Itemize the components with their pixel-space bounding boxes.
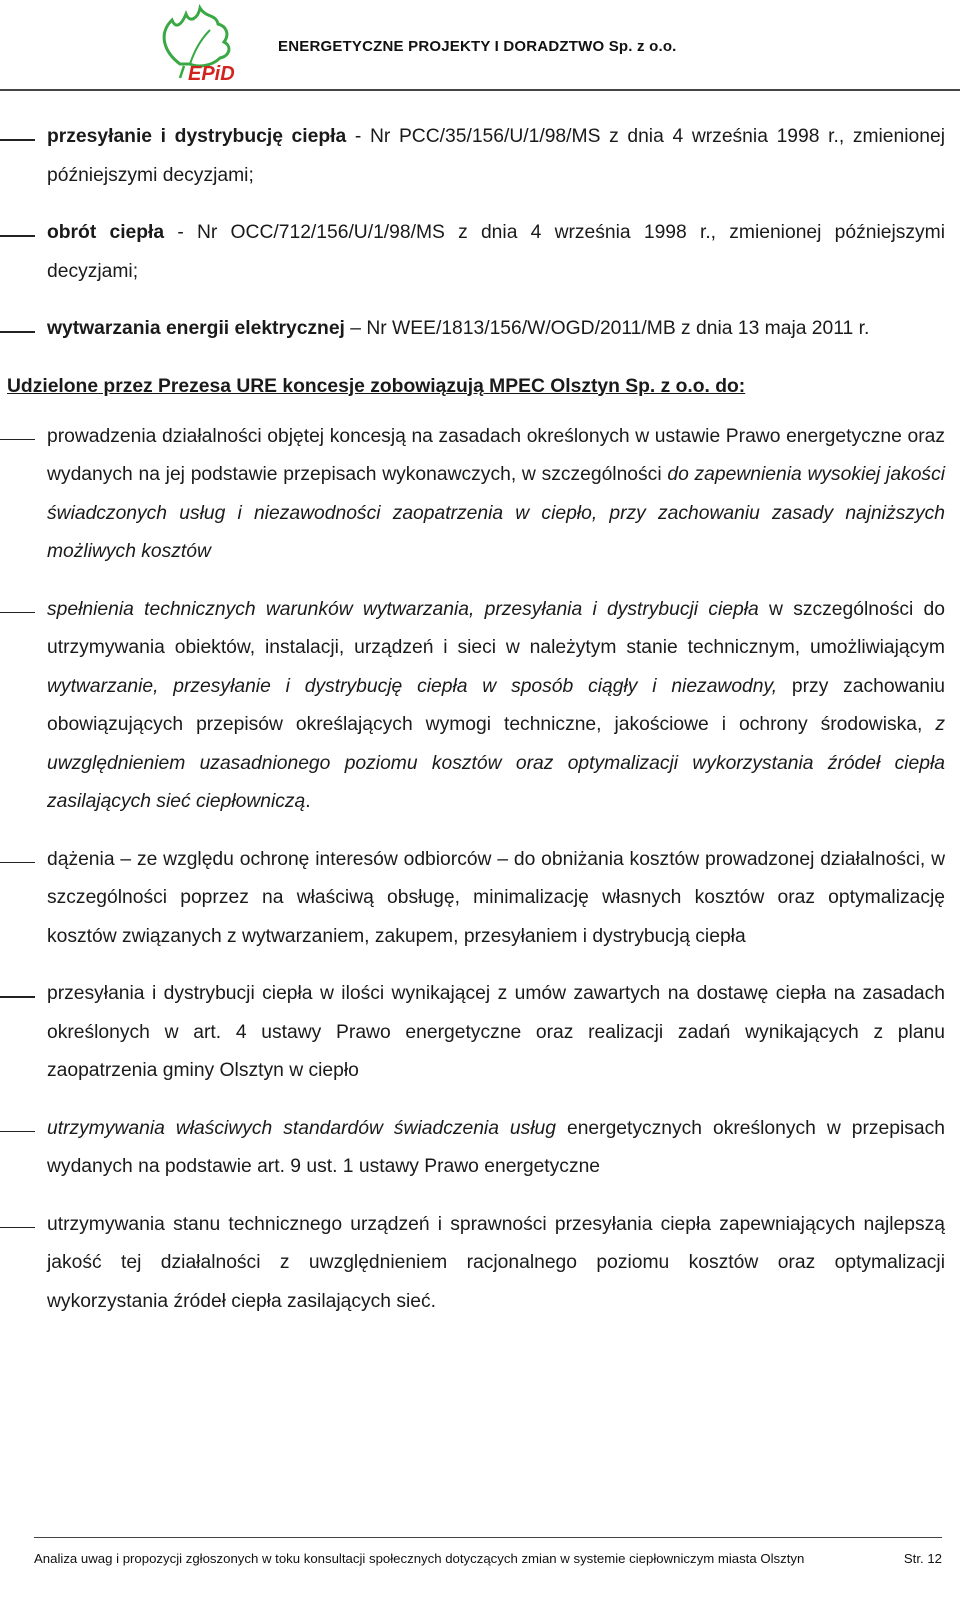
- dash-bullet: [0, 439, 35, 441]
- dash-bullet: [0, 139, 35, 141]
- list-item: utrzymywania stanu technicznego urządzeń i sprawności przesyłania ciepła zapewniających najlepszą jakość tej działalności z uwzględnieniem racjonalnego poziomu kosztów oraz optymalizacji wykorzystania źródeł ciepła zasilających sieć.: [0, 1206, 945, 1322]
- dash-bullet: [0, 862, 35, 864]
- list-item: wytwarzania energii elektrycznej – Nr WEE/1813/156/W/OGD/2011/MB z dnia 13 maja 2011 r.: [0, 310, 945, 349]
- list-item: obrót ciepła - Nr OCC/712/156/U/1/98/MS z dnia 4 września 1998 r., zmienionej późniejszymi decyzjami;: [0, 214, 945, 291]
- dash-bullet: [0, 612, 35, 614]
- list-item: dążenia – ze względu ochronę interesów odbiorców – do obniżania kosztów prowadzonej działalności, w szczególności poprzez na właściwą obsługę, minimalizację własnych kosztów oraz optymalizację kosztów związanych z wytwarzaniem, zakupem, przesyłaniem i dystrybucją ciepła: [0, 841, 945, 957]
- header-divider: [0, 89, 960, 91]
- dash-bullet: [0, 235, 35, 237]
- section-heading: Udzielone przez Prezesa URE koncesje zobowiązują MPEC Olsztyn Sp. z o.o. do:: [7, 375, 746, 397]
- dash-bullet: [0, 1131, 35, 1133]
- list-item: przesyłanie i dystrybucję ciepła - Nr PCC/35/156/U/1/98/MS z dnia 4 września 1998 r., zmienionej późniejszymi decyzjami;: [0, 118, 945, 195]
- page-header: [0, 0, 960, 95]
- list-item: utrzymywania właściwych standardów świadczenia usług energetycznych określonych w przepisach wydanych na podstawie art. 9 ust. 1 ustawy Prawo energetyczne: [0, 1110, 945, 1187]
- footer-text: Analiza uwag i propozycji zgłoszonych w toku konsultacji społecznych dotyczących zmian w systemie ciepłowniczym miasta Olsztyn: [34, 1551, 805, 1566]
- document-body: [0, 118, 960, 1340]
- dash-bullet: [0, 1227, 35, 1229]
- dash-bullet: [0, 996, 35, 998]
- list-item: spełnienia technicznych warunków wytwarzania, przesyłania i dystrybucji ciepła w szczególności do utrzymywania obiektów, instalacji, urządzeń i sieci w należytym stanie technicznym, umożliwiającym wytwarzanie, przesyłanie i dystrybucję ciepła w sposób ciągły i niezawodny, przy zachowaniu obowiązujących przepisów określających wymogi techniczne, jakościowe i ochrony środowiska, z uwzględnieniem uzasadnionego poziomu kosztów oraz optymalizacji wykorzystania źródeł ciepła zasilających sieć ciepłowniczą.: [0, 591, 945, 822]
- epid-logo: [150, 4, 250, 82]
- list-item: prowadzenia działalności objętej koncesją na zasadach określonych w ustawie Prawo energetyczne oraz wydanych na jej podstawie przepisach wykonawczych, w szczególności do zapewnienia wysokiej jakości świadczonych usług i niezawodności zaopatrzenia w ciepło, przy zachowaniu zasady najniższych możliwych kosztów: [0, 418, 945, 572]
- page-number: Str. 12: [903, 1551, 942, 1566]
- footer-divider: [34, 1537, 942, 1538]
- svg-text:EPiD: EPiD: [188, 63, 235, 82]
- page-footer: [34, 1551, 942, 1566]
- list-item: przesyłania i dystrybucji ciepła w ilości wynikającej z umów zawartych na dostawę ciepła na zasadach określonych w art. 4 ustawy Prawo energetyczne oraz realizacji zadań wynikających z planu zaopatrzenia gminy Olsztyn w ciepło: [0, 975, 945, 1091]
- dash-bullet: [0, 331, 35, 333]
- company-name: ENERGETYCZNE PROJEKTY I DORADZTWO Sp. z o.o.: [278, 38, 677, 55]
